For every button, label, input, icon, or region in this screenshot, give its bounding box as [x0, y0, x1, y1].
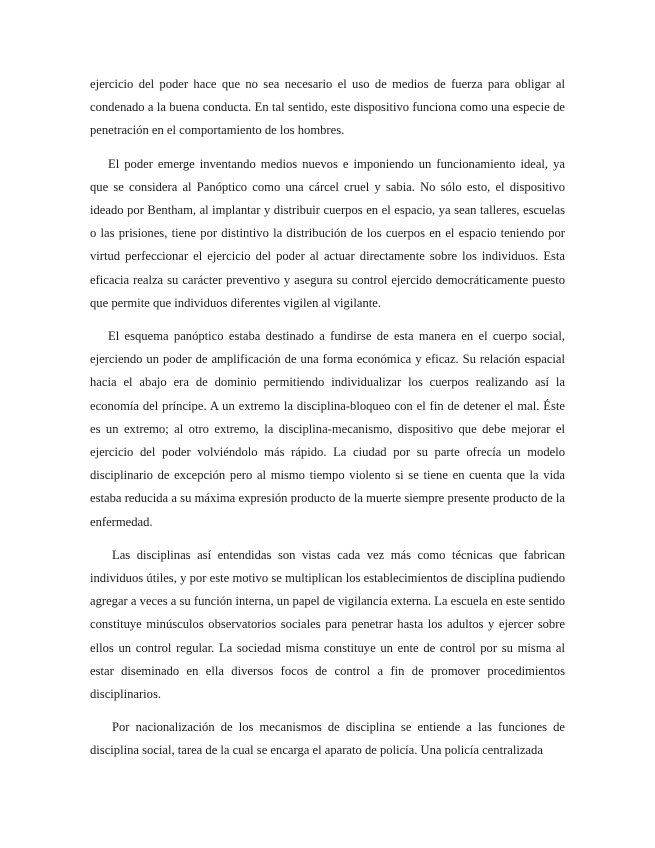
paragraph-3: El esquema panóptico estaba destinado a fundirse de esta manera en el cuerpo social, ejerciendo un poder de amplificación de una forma económica y eficaz. Su relación espacial hacia el abajo era de dominio permitiendo individualizar los cuerpos realizando así la economía del príncipe. A un extremo la disciplina-bloqueo con el fin de detener el mal. Éste es un extremo; al otro extremo, la disciplina-mecanismo, dispositivo que debe mejorar el ejercicio del poder volviéndolo más rápido. La ciudad por su parte ofrecía un modelo disciplinario de excepción pero al mismo tiempo violento si se tiene en cuenta que la vida estaba reducida a su máxima expresión producto de la muerte siempre presente producto de la enfermedad.: [90, 329, 565, 529]
paragraph-2: El poder emerge inventando medios nuevos e imponiendo un funcionamiento ideal, ya que se considera al Panóptico como una cárcel cruel y sabia. No sólo esto, el dispositivo ideado por Bentham, al implantar y distribuir cuerpos en el espacio, ya sean talleres, escuelas o las prisiones, tiene por distintivo la distribución de los cuerpos en el espacio teniendo por virtud perfeccionar el ejercicio del poder al actuar directamente sobre los individuos. Esta eficacia realza su carácter preventivo y asegura su control ejercido democráticamente puesto que permite que individuos diferentes vigilen al vigilante.: [90, 156, 565, 310]
paragraph-5: Por nacionalización de los mecanismos de disciplina se entiende a las funciones de disciplina social, tarea de la cual se encarga el aparato de policía. Una policía centralizada: [90, 720, 565, 758]
paragraph-1: ejercicio del poder hace que no sea necesario el uso de medios de fuerza para obligar al condenado a la buena conducta. En tal sentido, este dispositivo funciona como una especie de penetración en el comportamiento de los hombres.: [90, 77, 565, 138]
paragraph-4: Las disciplinas así entendidas son vistas cada vez más como técnicas que fabrican individuos útiles, y por este motivo se multiplican los establecimientos de disciplina pudiendo agregar a veces a su función interna, un papel de vigilancia externa. La escuela en este sentido constituye minúsculos observatorios sociales para penetrar hasta los adultos y ejercer sobre ellos un control regular. La sociedad misma constituye un ente de control por su misma al estar diseminado en ella diversos focos de control a fin de promover procedimientos disciplinarios.: [90, 547, 565, 702]
document-body: [90, 73, 565, 773]
